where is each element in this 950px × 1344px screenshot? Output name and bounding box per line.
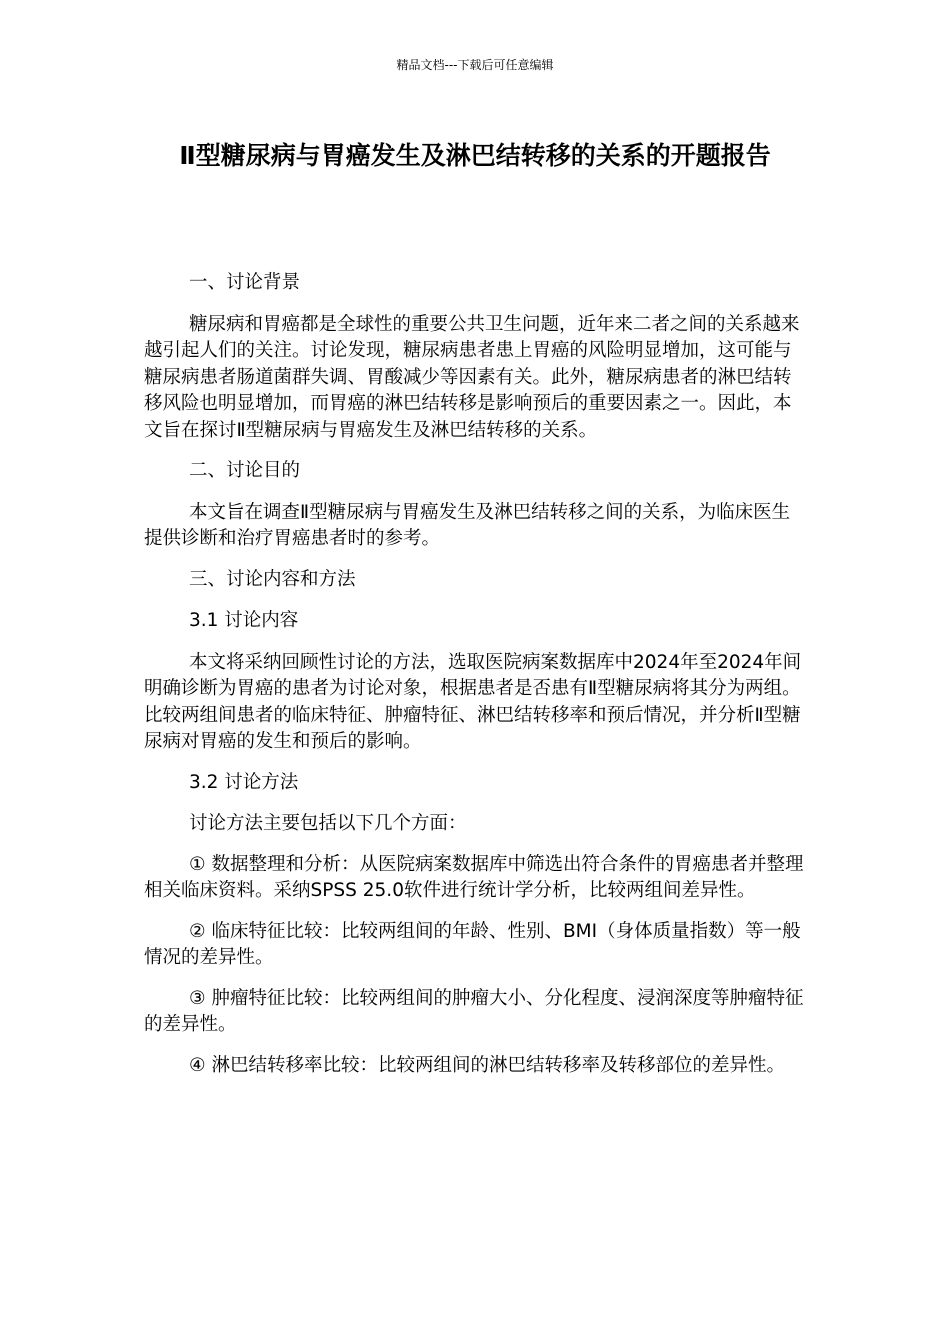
- paragraph-methods-intro: 讨论方法主要包括以下几个方面：: [189, 813, 467, 834]
- section-heading-background: 一、讨论背景: [189, 272, 301, 293]
- page-title: Ⅱ型糖尿病与胃癌发生及淋巴结转移的关系的开题报告: [179, 141, 771, 170]
- paragraph-content: 本文将采纳回顾性讨论的方法，选取医院病案数据库中2024年至2024年间明确诊断为胃癌的患者为讨论对象，根据患者是否患有Ⅱ型糖尿病将其分为两组。比较两组间患者的临床特征、肿瘤特征、淋巴结转移率和预后情况，并分析Ⅱ型糖尿病对胃癌的发生和预后的影响。: [144, 651, 802, 752]
- subsection-heading-content: 3.1 讨论内容: [189, 610, 299, 631]
- document-body: [144, 270, 806, 1093]
- paragraph-background: 糖尿病和胃癌都是全球性的重要公共卫生问题，近年来二者之间的关系越来越引起人们的关注。讨论发现，糖尿病患者患上胃癌的风险明显增加，这可能与糖尿病患者肠道菌群失调、胃酸减少等因素有关。此外，糖尿病患者的淋巴结转移风险也明显增加，而胃癌的淋巴结转移是影响预后的重要因素之一。因此，本文旨在探讨Ⅱ型糖尿病与胃癌发生及淋巴结转移的关系。: [144, 313, 800, 441]
- paragraph-purpose: 本文旨在调查Ⅱ型糖尿病与胃癌发生及淋巴结转移之间的关系，为临床医生提供诊断和治疗胃癌患者时的参考。: [144, 501, 791, 549]
- list-item: ① 数据整理和分析：从医院病案数据库中筛选出符合条件的胃癌患者并整理相关临床资料。采纳SPSS 25.0软件进行统计学分析，比较两组间差异性。: [144, 853, 804, 901]
- list-item: ② 临床特征比较：比较两组间的年龄、性别、BMI（身体质量指数）等一般情况的差异性。: [144, 920, 801, 968]
- section-heading-content-methods: 三、讨论内容和方法: [189, 568, 356, 590]
- subsection-heading-methods: 3.2 讨论方法: [189, 771, 299, 793]
- list-item: ③ 肿瘤特征比较：比较两组间的肿瘤大小、分化程度、浸润深度等肿瘤特征的差异性。: [144, 987, 804, 1035]
- header-note: 精品文档---下载后可任意编辑: [396, 58, 554, 72]
- section-heading-purpose: 二、讨论目的: [189, 460, 301, 481]
- list-item: ④ 淋巴结转移率比较：比较两组间的淋巴结转移率及转移部位的差异性。: [189, 1054, 785, 1076]
